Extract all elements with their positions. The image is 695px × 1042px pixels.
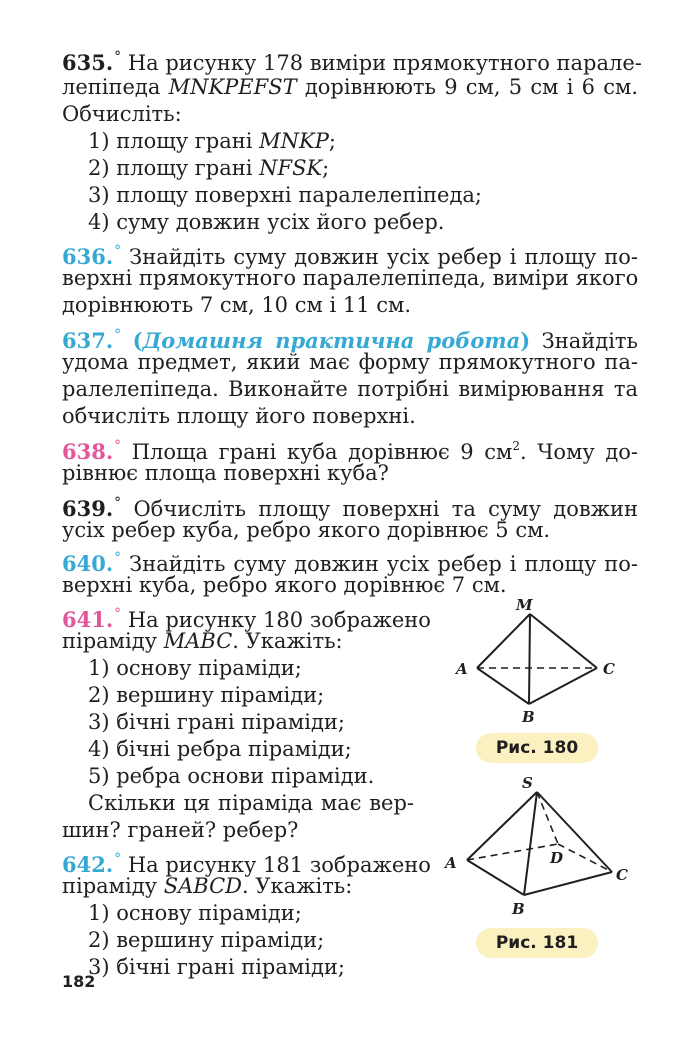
problem-641-item-5: 5) ребра основи піраміди.: [88, 764, 375, 788]
edge-SD-hidden: [537, 792, 558, 844]
figure-181-caption: Рис. 181: [476, 928, 598, 958]
problem-641-item-3: 3) бічні грані піраміди;: [88, 710, 345, 734]
edge-MC: [530, 614, 597, 668]
problem-635-item-1: 1) площу грані MNKP;: [88, 129, 336, 153]
edge-MB: [529, 614, 530, 704]
problem-636-line-2: верхні прямокутного паралелепіпеда, виміри якого: [62, 266, 639, 290]
edge-AB: [477, 668, 529, 704]
problem-641-item-1: 1) основу піраміди;: [88, 656, 302, 680]
problem-642-line-2: піраміду SABCD. Укажіть:: [62, 874, 353, 898]
edge-DC-hidden: [558, 844, 612, 872]
practical-work-label: Домашня практична робота: [142, 328, 521, 353]
problem-number-640: 640.°: [62, 550, 122, 576]
problem-638-line-2: рівнює площа поверхні куба?: [62, 461, 389, 485]
vertex-label-C: C: [603, 660, 615, 678]
figure-name: MNKPEFST: [168, 75, 297, 99]
problem-number-638: 638.°: [62, 438, 122, 464]
problem-number-636: 636.°: [62, 243, 122, 269]
problem-639-line-2: усіх ребер куба, ребро якого дорівнює 5 см.: [62, 518, 551, 542]
edge-SB: [524, 792, 537, 895]
vertex-label-S: S: [522, 774, 533, 792]
problem-635-item-2: 2) площу грані NFSK;: [88, 156, 330, 180]
edge-MA: [477, 614, 530, 668]
problem-number-639: 639.°: [62, 495, 122, 521]
problem-641-line-2: піраміду MABC. Укажіть:: [62, 629, 343, 653]
problem-638-line-1: 638.° Площа грані куба дорівнює 9 $см^2$. Чому до-: [62, 438, 639, 464]
problem-635-line-3: Обчисліть:: [62, 102, 182, 126]
vertex-label-C: C: [616, 866, 628, 884]
figure-180-caption: Рис. 180: [476, 733, 598, 763]
problem-639-line-1: 639.° Обчисліть площу поверхні та суму довжин: [62, 495, 638, 521]
problem-636-line-1: 636.° Знайдіть суму довжин усіх ребер і площу по-: [62, 243, 638, 269]
problem-637-line-1: 637.° (Домашня практична робота) Знайдіть: [62, 327, 638, 353]
problem-number-635: 635.°: [62, 49, 122, 75]
edge-BC: [529, 668, 597, 704]
problem-number-637: 637.°: [62, 327, 122, 353]
problem-635-line-1: 635.° На рисунку 178 виміри прямокутного парале-: [62, 49, 642, 75]
problem-635-item-4: 4) суму довжин усіх його ребер.: [88, 210, 445, 234]
figure-181-pyramid: [440, 772, 635, 922]
vertex-label-B: B: [522, 708, 535, 726]
problem-641-item-2: 2) вершину піраміди;: [88, 683, 325, 707]
problem-641-item-4: 4) бічні ребра піраміди;: [88, 737, 352, 761]
problem-642-item-1: 1) основу піраміди;: [88, 901, 302, 925]
vertex-label-B: B: [512, 900, 525, 918]
problem-642-item-3: 3) бічні грані піраміди;: [88, 955, 345, 979]
problem-642-line-1: 642.° На рисунку 181 зображено: [62, 851, 431, 877]
problem-636-line-3: дорівнюють 7 см, 10 см і 11 см.: [62, 293, 412, 317]
problem-number-642: 642.°: [62, 851, 122, 877]
problem-641-question-2: шин? граней? ребер?: [62, 818, 299, 842]
edge-BC: [524, 872, 612, 895]
problem-635-line-2: лепіпеда MNKPEFST дорівнюють 9 см, 5 см і 6 см.: [62, 75, 639, 99]
edge-SC: [537, 792, 612, 872]
problem-637-line-3: ралелепіпеда. Виконайте потрібні вимірювання та: [62, 377, 638, 401]
problem-637-line-4: обчисліть площу його поверхні.: [62, 404, 416, 428]
vertex-label-A: A: [445, 854, 457, 872]
problem-number-641: 641.°: [62, 606, 122, 632]
problem-641-question-1: Скільки ця піраміда має вер-: [88, 791, 414, 815]
page-number: 182: [62, 972, 96, 991]
edge-AB: [467, 860, 524, 895]
vertex-label-A: A: [456, 660, 468, 678]
problem-640-line-2: верхні куба, ребро якого дорівнює 7 см.: [62, 573, 507, 597]
problem-635-item-3: 3) площу поверхні паралелепіпеда;: [88, 183, 483, 207]
problem-642-item-2: 2) вершину піраміди;: [88, 928, 325, 952]
vertex-label-D: D: [550, 849, 564, 867]
figure-180-pyramid: [450, 596, 630, 726]
vertex-label-M: M: [516, 596, 533, 614]
problem-640-line-1: 640.° Знайдіть суму довжин усіх ребер і площу по-: [62, 550, 638, 576]
problem-637-line-2: удома предмет, який має форму прямокутного па-: [62, 350, 638, 374]
problem-641-line-1: 641.° На рисунку 180 зображено: [62, 606, 431, 632]
